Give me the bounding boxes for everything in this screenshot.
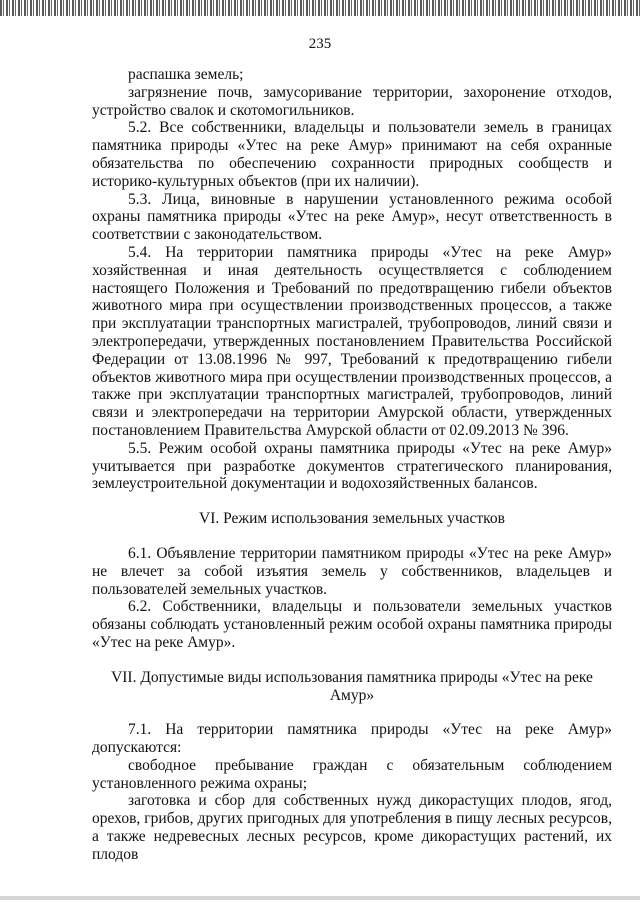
document-body [92,66,612,864]
paragraph: 5.5. Режим особой охраны памятника природы «Утес на реке Амур» учитывается при разработке документов стратегического планирования, землеустроительной документации и водохозяйственных балансов. [92,439,612,493]
page-number: 235 [308,36,332,52]
paragraph: распашка земель; [128,66,244,83]
paragraph: загрязнение почв, замусоривание территории, захоронение отходов, устройство свалок и скотомогильников. [92,83,612,119]
scan-bottom-edge [0,896,640,900]
paragraph: заготовка и сбор для собственных нужд дикорастущих плодов, ягод, орехов, грибов, других пригодных для употребления в пищу лесных ресурсов, а также недревесных лесных ресурсов, кроме дикорастущих растений, их плодов [92,792,612,863]
paragraph: 5.3. Лица, виновные в нарушении установленного режима особой охраны памятника природы «Утес на реке Амур», несут ответственность в соответствии с законодательством. [92,190,612,244]
paragraph: 6.2. Собственники, владельцы и пользователи земельных участков обязаны соблюдать установленный режим особой охраны памятника природы «Утес на реке Амур». [92,598,612,651]
paragraph: 5.2. Все собственники, владельцы и пользователи земель в границах памятника природы «Утес на реке Амур» принимают на себя охранные обязательства по обеспечению сохранности природных сообществ и историко-культурных объектов (при их наличии). [92,119,612,190]
scan-top-edge [0,0,640,16]
paragraph: 7.1. На территории памятника природы «Утес на реке Амур» допускаются: [92,721,612,757]
paragraph: 5.4. На территории памятника природы «Утес на реке Амур» хозяйственная и иная деятельность осуществляется с соблюдением настоящего Положения и Требований по предотвращению гибели объектов животного мира при осуществлении производственных процессов, а также при эксплуатации транспортных магистралей, трубопроводов, линий связи и электропередачи, утвержденных постановлением Правительства Российской Федерации от 13.08.1996 № 997, Требований к предотвращению гибели объектов животного мира при осуществлении производственных процессов, а также при эксплуатации транспортных магистралей, трубопроводов, линий связи и электропередачи на территории Амурской области, утвержденных постановлением Правительства Амурской области от 02.09.2013 № 396. [92,243,612,439]
section-heading-7: VII. Допустимые виды использования памятника природы «Утес на реке Амур» [111,668,593,704]
paragraph: 6.1. Объявление территории памятником природы «Утес на реке Амур» не влечет за собой изъятия земель у собственников, владельцев и пользователей земельных участков. [92,544,612,598]
paragraph: свободное пребывание граждан с обязательным соблюдением установленного режима охраны; [92,756,612,792]
section-heading-6: VI. Режим использования земельных участков [199,510,505,528]
